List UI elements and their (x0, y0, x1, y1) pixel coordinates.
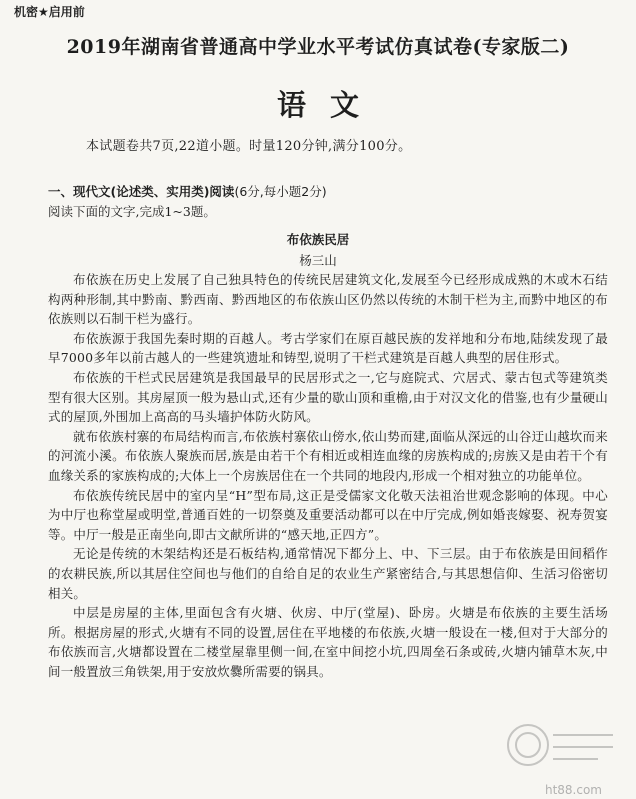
paragraph: 布依族传统民居中的室内呈“H”型布局,这正是受儒家文化敬天法祖治世观念影响的体现。中心为中厅也称堂屋或明堂,普通百姓的一切祭奠及重要活动都可以在中厅完成,例如婚丧嫁娶、祝寿贺宴等。中厅一般是正南坐向,即古文献所讲的“感天地,正四方”。 (48, 487, 608, 542)
section-heading (48, 182, 327, 200)
paragraph: 布依族在历史上发展了自己独具特色的传统民居建筑文化,发展至今已经形成成熟的木或木石结构两种形制,其中黔南、黔西南、黔西地区的布依族山区仍然以传统的木制干栏为主,而黔中地区的布依族则以石制干栏为盛行。 (48, 272, 608, 327)
paragraph: 无论是传统的木架结构还是石板结构,通常情况下都分上、中、下三层。由于布依族是田间稻作的农耕民族,所以其居住空间也与他们的自给自足的农业生产紧密结合,与其思想信仰、生活习俗密切相关。 (48, 546, 608, 601)
section-heading-main: 一、现代文(论述类、实用类)阅读 (48, 184, 235, 199)
article-title: 布依族民居 (286, 232, 350, 247)
exam-intro: 本试题卷共7页,22道小题。时量120分钟,满分100分。 (86, 139, 412, 154)
paragraph: 中层是房屋的主体,里面包含有火塘、伙房、中厅(堂屋)、卧房。火塘是布依族的主要生活场所。根据房屋的形式,火塘有不同的设置,居住在平地楼的布依族,火塘一般设在一楼,但对于大部分的布依族而言,火塘都设置在二楼堂屋靠里侧一间,在室中间挖小坑,四周垒石条或砖,火塘内铺草木灰,中间一般置放三角铁架,用于安放炊爨所需要的锅具。 (48, 605, 608, 679)
paragraph: 布依族源于我国先秦时期的百越人。考古学家们在原百越民族的发祥地和分布地,陆续发现了最早7000多年以前古越人的一些建筑遗址和铸型,说明了干栏式建筑是百越人典型的居住形式。 (48, 330, 608, 366)
paragraph: 布依族的干栏式民居建筑是我国最早的民居形式之一,它与庭院式、穴居式、蒙古包式等建筑类型有很大区别。其房屋顶一般为悬山式,还有少量的歇山顶和重檐,由于对汉文化的借鉴,也有少量硬山式的屋顶,外围加上高高的马头墙护体防火防风。 (48, 369, 608, 425)
article-author: 杨三山 (299, 253, 337, 268)
article-body (48, 270, 608, 681)
confidential-label: 机密★启用前 (14, 5, 85, 19)
watermark-logo-icon (498, 715, 628, 785)
exam-title: 2019年湖南省普通高中学业水平考试仿真试卷(专家版二) (66, 36, 570, 58)
section-heading-score: (6分,每小题2分) (234, 184, 327, 199)
watermark-text: ht88.com (544, 783, 602, 797)
paragraph: 就布依族村寨的布局结构而言,布依族村寨依山傍水,依山势而建,面临从深远的山谷迂山越坎而来的河流小溪。布依族人聚族而居,族是由若干个有相近或相连血缘的房族构成的;房族又是由若干个有血缘关系的家族构成的;大体上一个房族居住在一个共同的地段内,形成一个相对独立的功能单位。 (48, 428, 608, 483)
reading-instruction: 阅读下面的文字,完成1~3题。 (48, 204, 216, 219)
subject-title: 语文 (276, 88, 383, 122)
